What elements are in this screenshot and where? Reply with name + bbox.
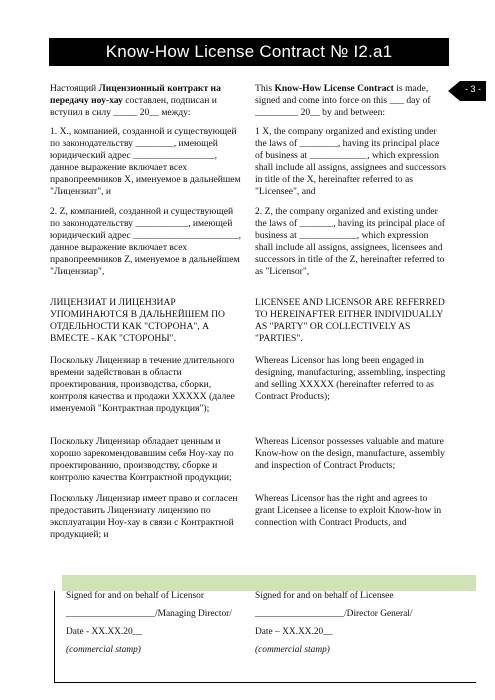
party-z-paragraph-en: 2. Z, the company organized and existing under the laws of _______, having its principal place of business at ____________, which expression shall include all assigns, assignees, licensees and successors in title of the Z, hereinafter referred to as "Licensor", [255,206,445,277]
signature-header-band [62,575,476,591]
whereas-1-paragraph-en: Whereas Licensor has long been engaged in designing, manufacturing, assembling, inspecting and selling XXXXX (hereinafter referred to as Contract Products); [255,355,446,402]
whereas-1-paragraph-ru: Поскольку Лицензиар в течение длительного времени задействован в области проектирования, производства, сборки, контроля качества и продажи XXXXX (далее именуемой "Контрактная продукция"); [50,355,235,414]
intro-text: is made, signed and come into force on this ___ day of _________ 20__ by and between: [255,83,431,118]
licensee-signature [255,591,445,663]
whereas-3-paragraph-ru: Поскольку Лицензиар имеет право и согласен предоставить Лицензиату лицензию по эксплуатации Ноу-хау в связи с Контрактной продукцией; и [50,493,238,540]
date-line: Date – XX.XX.20__ [255,627,333,637]
date-line: Date - XX.XX.20__ [66,627,143,637]
commercial-stamp-label: (commercial stamp) [255,645,330,655]
commercial-stamp-label: (commercial stamp) [66,645,141,655]
whereas-2-paragraph-en: Whereas Licensor possesses valuable and mature Know-how on the design, manufacture, assembly and inspection of Contract Products; [255,436,445,471]
party-z-paragraph-ru: 2. Z, компанией, созданной и существующей по законодательству ___________, имеющей юридический адрес ______________________, данное выражение включает всех правопреемников Z, именуемое в дальнейшем "Лицензиар", [50,206,242,277]
page-number: - 3 - [464,84,481,94]
whereas-2-paragraph-ru: Поскольку Лицензиар обладает ценным и хорошо зарекомендовавшим себя Ноу-хау по проектированию, производству, сборке и контролю качества Контрактной продукции; [50,436,234,483]
document-title: Know-How License Contract № I2.a1 [49,38,449,66]
signed-for-label: Signed for and on behalf of Licensee [255,591,394,601]
intro-paragraph-ru [50,83,242,119]
intro-bold-text: Know-How License Contract [274,83,394,94]
party-x-paragraph-en: 1 X, the company organized and existing under the laws of ________, having its principal place of business at ____________, which expression shall include all assigns, assignees and successors in title of the X, hereinafter referred to as "Licensee", and [255,126,447,197]
party-x-paragraph-ru: 1. X., компанией, созданной и существующей по законодательству ________, имеющей юридический адрес _________________, данное выражение включает всех правопреемников X, именуемое в дальнейшем "Лицензиат", и [50,126,241,197]
intro-text: This [255,83,275,94]
signature-block [54,591,476,683]
parties-paragraph-ru: ЛИЦЕНЗИАТ И ЛИЦЕНЗИАР УПОМИНАЮТСЯ В ДАЛЬНЕЙШЕМ ПО ОТДЕЛЬНОСТИ КАК "СТОРОНА", А ВМЕСТЕ - КАК "СТОРОНЫ". [50,297,225,344]
signed-for-label: Signed for and on behalf of Licensor [66,591,204,601]
intro-paragraph-en [255,83,447,119]
intro-bold-text: Лицензионный контракт на передачу ноу-хау [50,83,221,106]
whereas-3-paragraph-en: Whereas Licensor has the right and agrees to grant Licensee a license to exploit Know-how in connection with Contract Products, and [255,493,442,528]
signature-line: ___________________/Managing Director/ [66,609,232,619]
signature-line: ___________________/Director General/ [255,609,413,619]
parties-paragraph-en: LICENSEE AND LICENSOR ARE REFERRED TO HEREINAFTER EITHER INDIVIDUALLY AS "PARTY" OR COLLECTIVELY AS "PARTIES". [255,297,445,344]
intro-text: составлен, подписан и вступил в силу _____ 20__ между: [50,94,217,118]
intro-text: Настоящий [50,83,99,94]
page-number-marker [448,81,486,101]
licensor-signature [66,591,256,663]
